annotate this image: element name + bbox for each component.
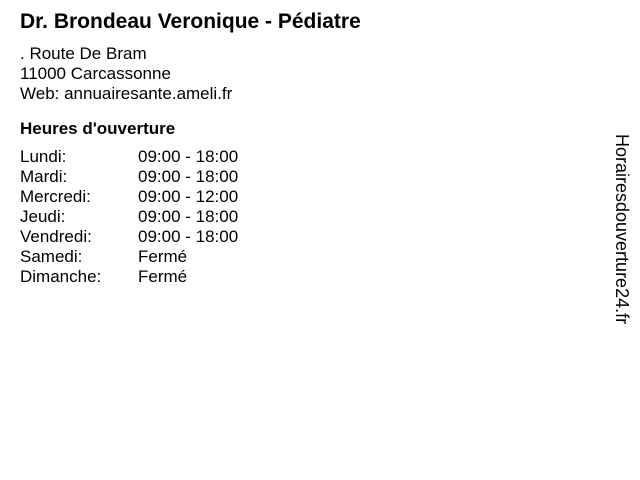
hours-value: Fermé [138, 267, 188, 286]
day-label: Dimanche: [20, 267, 102, 286]
day-label: Vendredi: [20, 227, 92, 246]
address-block [20, 44, 580, 104]
site-watermark: Horairesdouverture24.fr [612, 134, 632, 325]
website-text: Web: annuairesante.ameli.fr [20, 84, 233, 103]
day-label: Lundi: [20, 147, 67, 166]
hours-value: 09:00 - 18:00 [138, 207, 239, 226]
opening-hours-heading: Heures d'ouverture [20, 119, 176, 138]
day-label: Mardi: [20, 167, 68, 186]
opening-hours-table [20, 147, 580, 287]
hours-row-tuesday [20, 167, 580, 187]
practitioner-card [20, 8, 580, 287]
hours-row-monday [20, 147, 580, 167]
hours-value: 09:00 - 18:00 [138, 167, 239, 186]
hours-value: Fermé [138, 247, 188, 266]
hours-row-friday [20, 227, 580, 247]
hours-value: 09:00 - 12:00 [138, 187, 239, 206]
hours-row-saturday [20, 247, 580, 267]
hours-row-wednesday [20, 187, 580, 207]
address-city: 11000 Carcassonne [20, 64, 171, 83]
hours-value: 09:00 - 18:00 [138, 147, 239, 166]
day-label: Jeudi: [20, 207, 66, 226]
day-label: Samedi: [20, 247, 83, 266]
hours-row-thursday [20, 207, 580, 227]
day-label: Mercredi: [20, 187, 91, 206]
hours-value: 09:00 - 18:00 [138, 227, 239, 246]
hours-row-sunday [20, 267, 580, 287]
page-title: Dr. Brondeau Veronique - Pédiatre [20, 10, 361, 33]
address-street: . Route De Bram [20, 44, 147, 63]
